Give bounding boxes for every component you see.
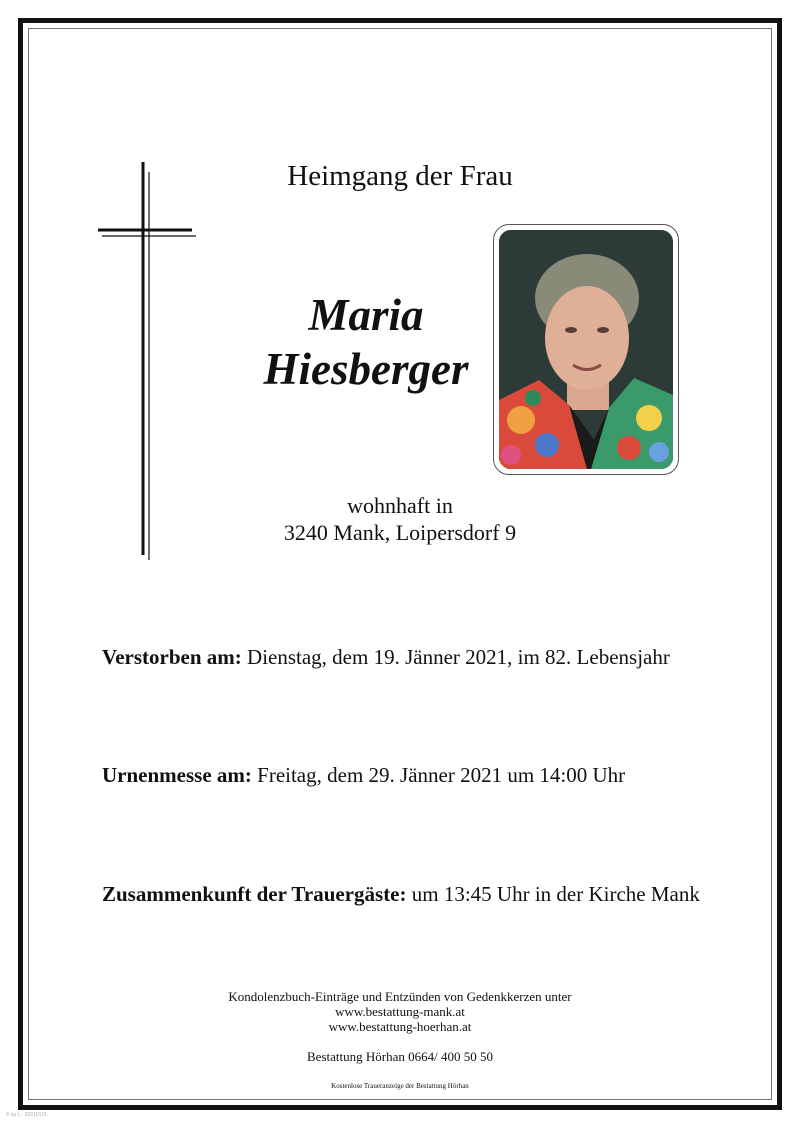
residence [200,492,600,546]
death-date-value: Dienstag, dem 19. Jänner 2021, im 82. Lebensjahr [247,645,670,669]
mass-value: Freitag, dem 29. Jänner 2021 um 14:00 Uhr [257,763,626,787]
first-name: Maria [308,290,424,340]
last-name: Hiesberger [263,344,469,394]
website-mank-link[interactable]: www.bestattung-mank.at [335,1004,465,1019]
death-date-line [102,645,670,670]
condolence-block [200,989,600,1034]
notice-heading: Heimgang der Frau [287,160,513,192]
website-hoerhan-link[interactable]: www.bestattung-hoerhan.at [328,1019,472,1034]
condolence-text: Kondolenzbuch-Einträge und Entzünden von Gedenkkerzen unter [228,989,572,1004]
gathering-value: um 13:45 Uhr in der Kirche Mank [411,882,700,906]
gathering-line [102,882,700,907]
address-label: wohnhaft in [347,493,453,518]
mass-line [102,763,625,788]
cross-icon [96,160,200,560]
corner-mark: © by t... 20210121 [6,1112,47,1118]
deceased-name [216,288,516,396]
address-value: 3240 Mank, Loipersdorf 9 [283,520,517,545]
small-print: Kostenlose Traueranzeige der Bestattung Hörhan [331,1082,469,1090]
contact-line: Bestattung Hörhan 0664/ 400 50 50 [307,1049,493,1064]
portrait-photo [499,230,673,469]
mass-label: Urnenmesse am: [102,763,252,787]
gathering-label: Zusammenkunft der Trauergäste: [102,882,407,906]
death-date-label: Verstorben am: [102,645,242,669]
